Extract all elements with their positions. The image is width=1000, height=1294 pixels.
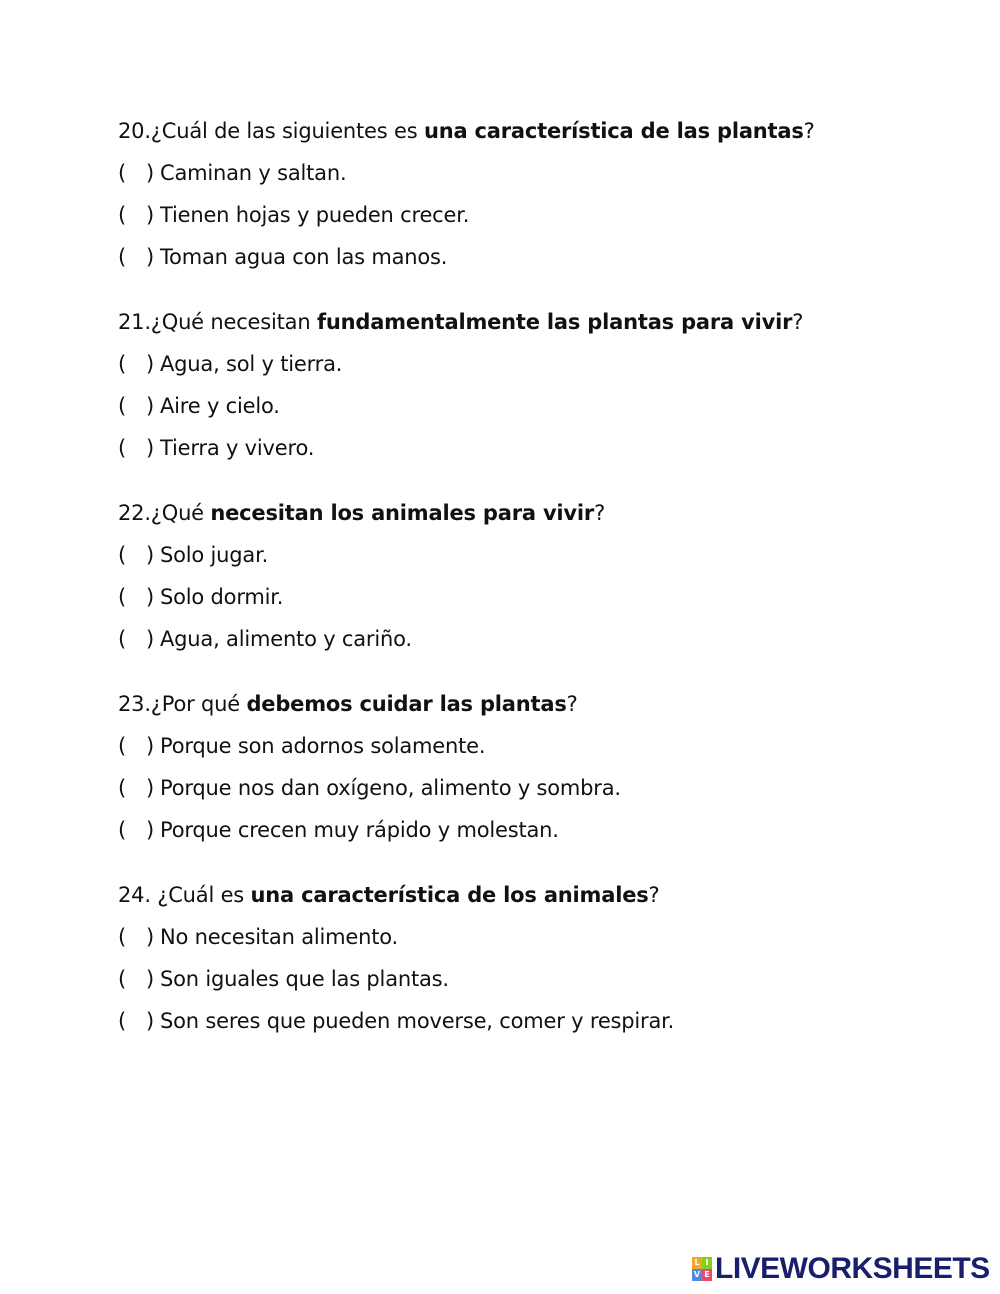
answer-box[interactable]: ( ) [118,245,154,269]
option-row [118,242,958,272]
option-row [118,349,958,379]
option-row [118,815,958,845]
option-row [118,624,958,654]
option-row [118,964,958,994]
option-row [118,731,958,761]
question-21 [118,307,958,463]
question-prefix: 22.¿Qué [118,501,211,525]
option-text: Tierra y vivero. [160,436,315,460]
answer-box[interactable]: ( ) [118,585,154,609]
answer-box[interactable]: ( ) [118,818,154,842]
logo-letter: L [692,1257,702,1269]
option-row [118,1006,958,1036]
question-24 [118,880,958,1036]
option-row [118,158,958,188]
question-prefix: 23.¿Por qué [118,692,247,716]
option-text: Porque crecen muy rápido y molestan. [160,818,559,842]
answer-box[interactable]: ( ) [118,776,154,800]
question-bold: debemos cuidar las plantas [246,692,567,716]
answer-box[interactable]: ( ) [118,161,154,185]
question-20 [118,116,958,272]
question-title [118,498,958,528]
option-text: Aire y cielo. [160,394,280,418]
answer-box[interactable]: ( ) [118,925,154,949]
option-row [118,200,958,230]
option-text: No necesitan alimento. [160,925,399,949]
question-prefix: 20.¿Cuál de las siguientes es [118,119,424,143]
question-title [118,116,958,146]
question-prefix: 21.¿Qué necesitan [118,310,317,334]
option-text: Tienen hojas y pueden crecer. [160,203,470,227]
option-text: Caminan y saltan. [160,161,347,185]
question-title [118,689,958,719]
answer-box[interactable]: ( ) [118,627,154,651]
option-row [118,540,958,570]
question-bold: una característica de los animales [250,883,649,907]
worksheet [118,116,958,1071]
answer-box[interactable]: ( ) [118,967,154,991]
answer-box[interactable]: ( ) [118,436,154,460]
question-suffix: ? [803,119,815,143]
logo-letter: E [702,1269,712,1281]
question-suffix: ? [792,310,804,334]
question-bold: una característica de las plantas [423,119,804,143]
liveworksheets-logo [692,1252,990,1285]
logo-letter: V [693,1270,701,1279]
option-text: Porque nos dan oxígeno, alimento y sombra. [160,776,621,800]
option-row [118,391,958,421]
question-23 [118,689,958,845]
answer-box[interactable]: ( ) [118,394,154,418]
question-bold: fundamentalmente las plantas para vivir [316,310,793,334]
question-title [118,307,958,337]
question-suffix: ? [566,692,578,716]
answer-box[interactable]: ( ) [118,352,154,376]
option-text: Solo dormir. [160,585,284,609]
option-row [118,922,958,952]
brand-name: LIVEWORKSHEETS [715,1252,990,1285]
option-text: Son iguales que las plantas. [160,967,449,991]
answer-box[interactable]: ( ) [118,1009,154,1033]
question-prefix: 24. ¿Cuál es [118,883,251,907]
question-bold: necesitan los animales para vivir [210,501,595,525]
question-suffix: ? [594,501,606,525]
option-text: Toman agua con las manos. [160,245,448,269]
option-text: Agua, sol y tierra. [160,352,343,376]
option-text: Porque son adornos solamente. [160,734,486,758]
question-title [118,880,958,910]
option-row [118,582,958,612]
answer-box[interactable]: ( ) [118,734,154,758]
logo-letter: I [702,1257,712,1269]
logo-icon [692,1257,712,1281]
question-suffix: ? [648,883,660,907]
option-text: Son seres que pueden moverse, comer y respirar. [160,1009,675,1033]
answer-box[interactable]: ( ) [118,543,154,567]
option-row [118,773,958,803]
option-text: Solo jugar. [160,543,269,567]
option-row [118,433,958,463]
question-22 [118,498,958,654]
option-text: Agua, alimento y cariño. [160,627,412,651]
answer-box[interactable]: ( ) [118,203,154,227]
